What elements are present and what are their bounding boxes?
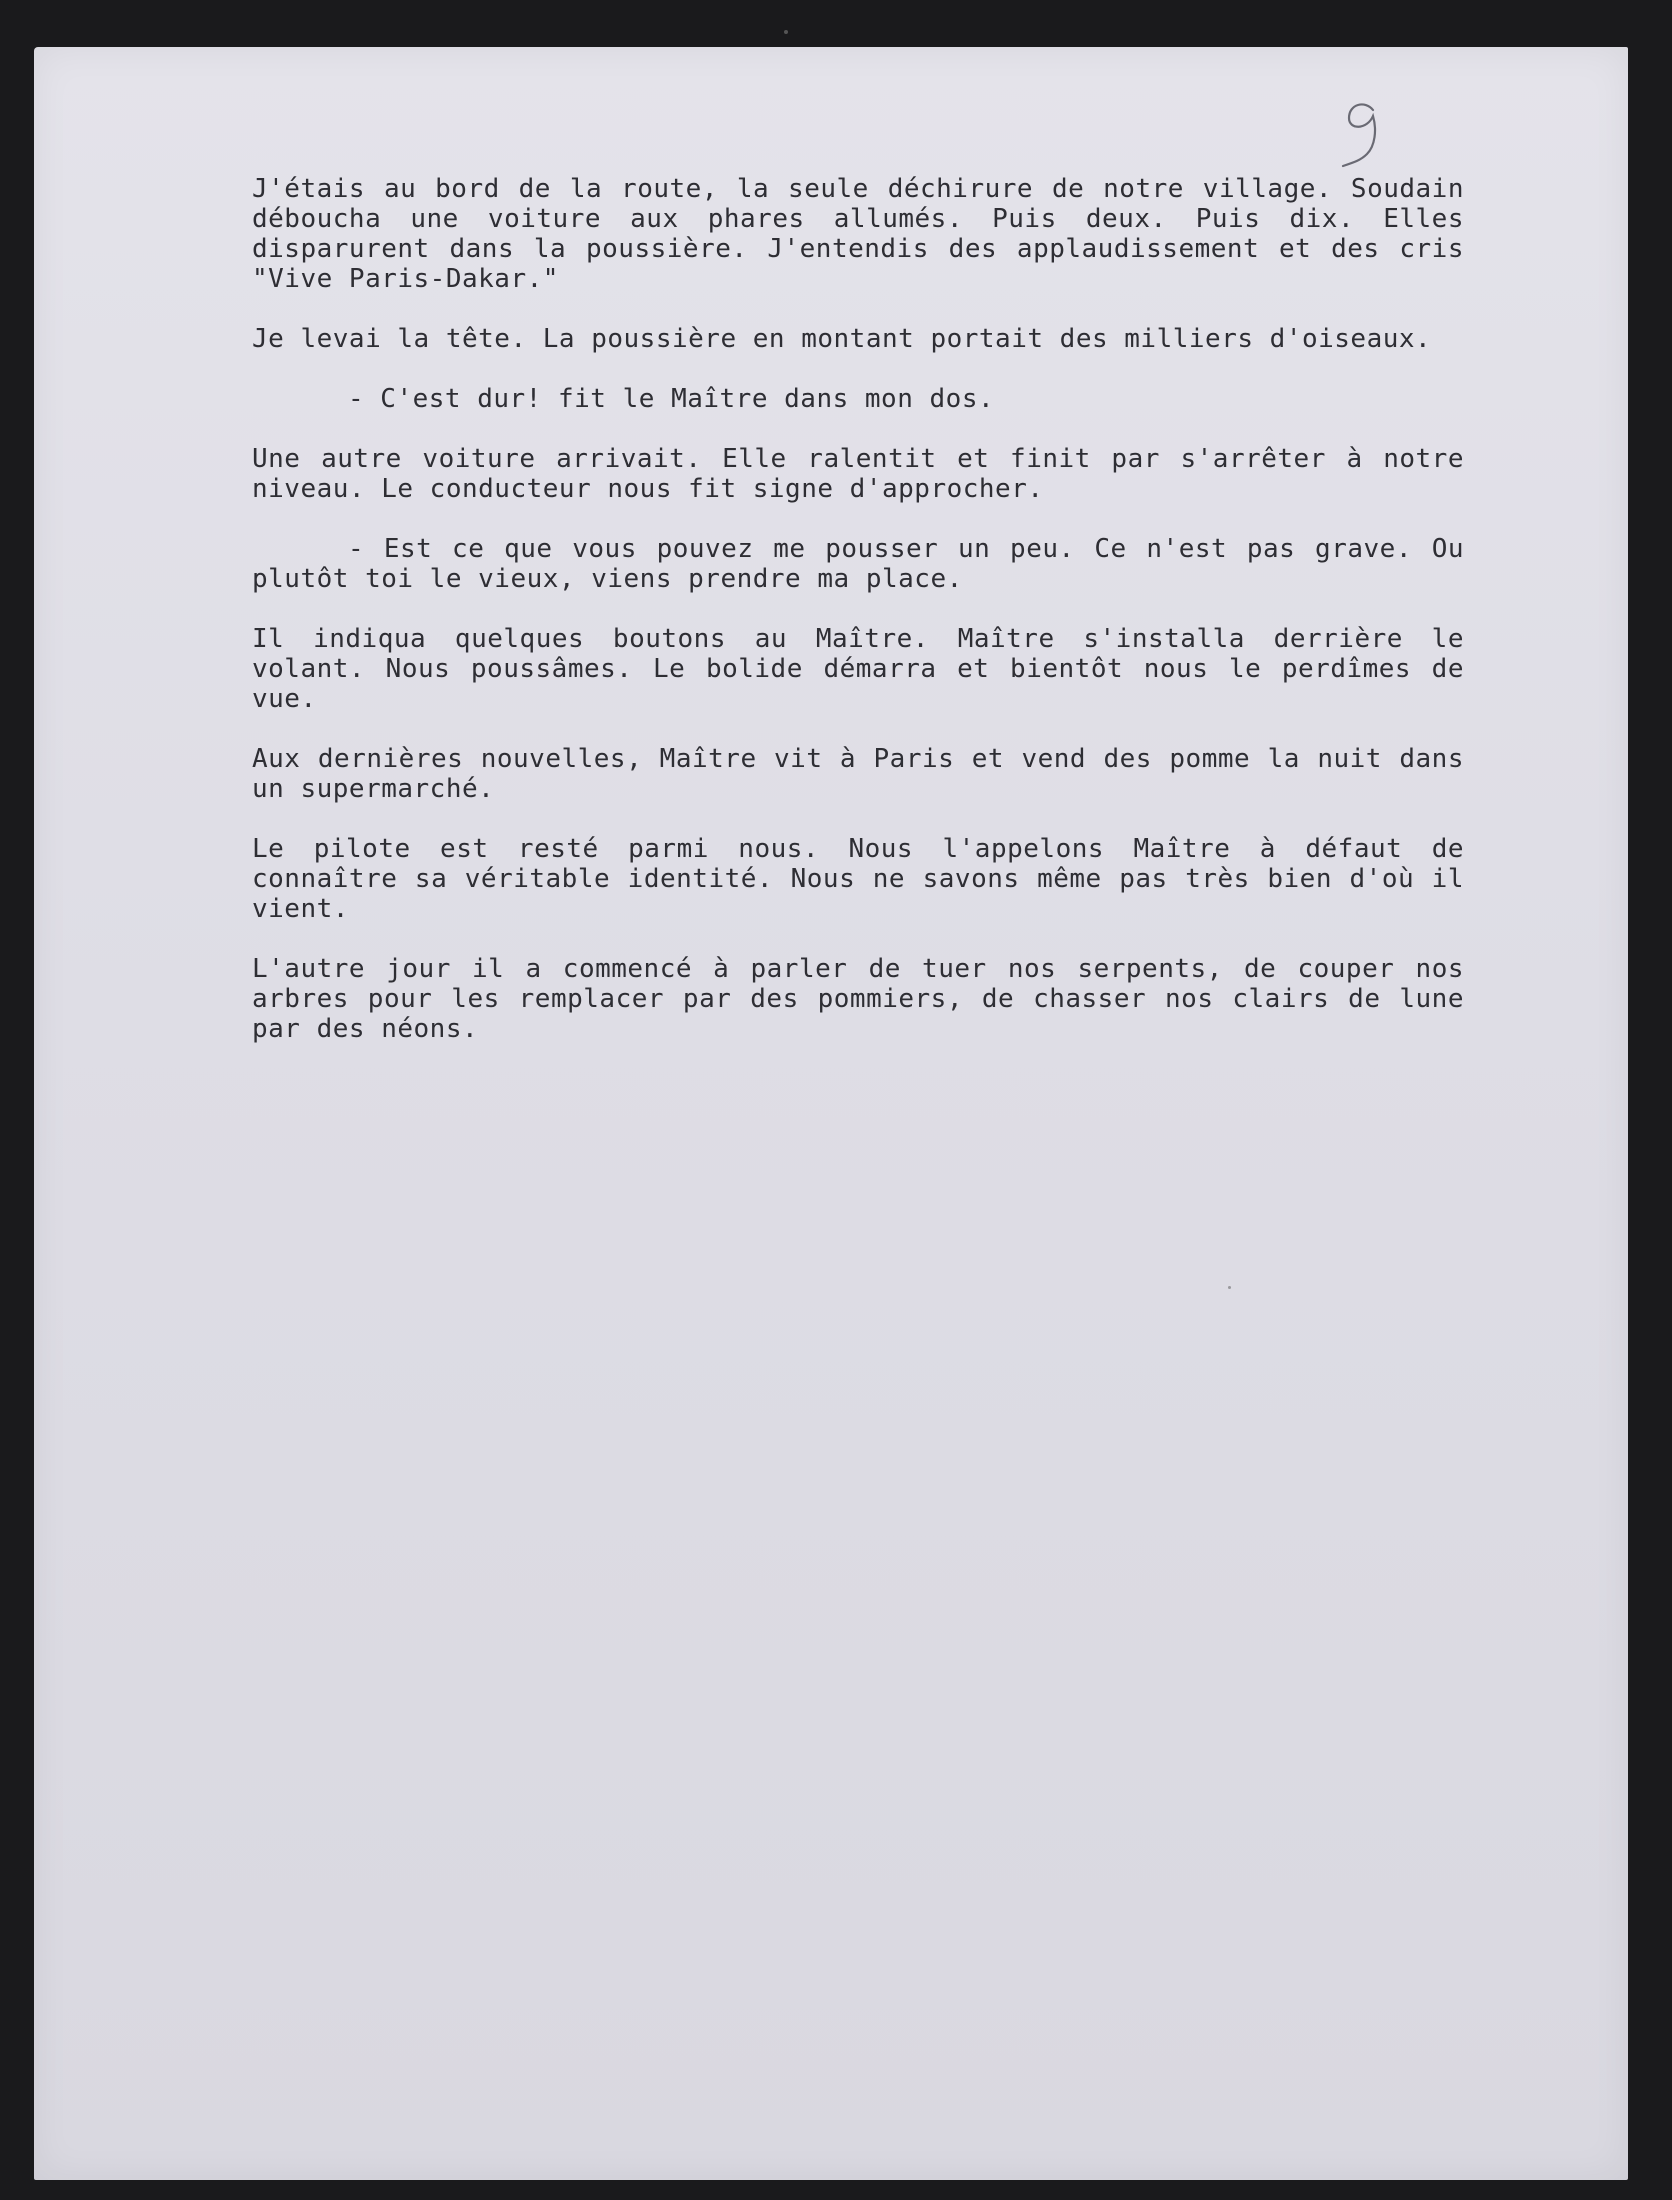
paragraph: Le pilote est resté parmi nous. Nous l'appelons Maître à défaut de connaître sa véritable identité. Nous ne savons même pas très bien d'où il vient. <box>252 834 1464 924</box>
dialogue-line: - Est ce que vous pouvez me pousser un peu. Ce n'est pas grave. Ou plutôt toi le vieux, viens prendre ma place. <box>252 534 1464 594</box>
paragraph: Une autre voiture arrivait. Elle ralentit et finit par s'arrêter à notre niveau. Le conducteur nous fit signe d'approcher. <box>252 444 1464 504</box>
paragraph: J'étais au bord de la route, la seule déchirure de notre village. Soudain déboucha une voiture aux phares allumés. Puis deux. Puis dix. Elles disparurent dans la poussière. J'entendis des applaudissement et des cris "Vive Paris-Dakar." <box>252 174 1464 294</box>
paragraph: L'autre jour il a commencé à parler de tuer nos serpents, de couper nos arbres pour les remplacer par des pommiers, de chasser nos clairs de lune par des néons. <box>252 954 1464 1044</box>
dialogue-line: - C'est dur! fit le Maître dans mon dos. <box>348 384 995 414</box>
paper-speck <box>1228 1286 1231 1289</box>
paragraph: Je levai la tête. La poussière en montant portait des milliers d'oiseaux. <box>252 324 1432 354</box>
paragraph: Aux dernières nouvelles, Maître vit à Paris et vend des pomme la nuit dans un supermarché. <box>252 744 1464 804</box>
typed-text-body <box>252 174 1464 1074</box>
handwritten-page-number <box>1333 96 1393 176</box>
paragraph: Il indiqua quelques boutons au Maître. Maître s'installa derrière le volant. Nous poussâmes. Le bolide démarra et bientôt nous le perdîmes de vue. <box>252 624 1464 714</box>
paper-speck <box>784 30 788 34</box>
